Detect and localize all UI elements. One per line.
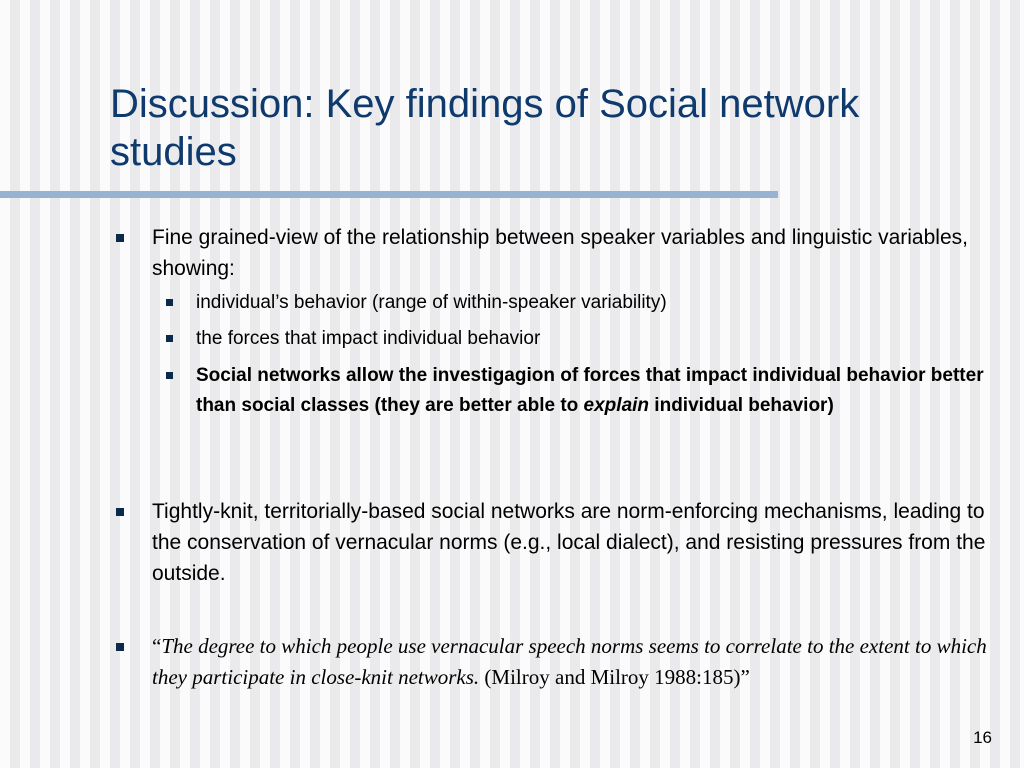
- square-bullet-icon: [116, 508, 124, 516]
- square-bullet-icon: [166, 299, 173, 306]
- bullet-item: [152, 631, 992, 693]
- emphasis-text: explain: [583, 395, 650, 416]
- square-bullet-icon: [166, 372, 173, 379]
- sub-bullet-text: individual’s behavior (range of within-speaker variability): [196, 292, 667, 313]
- sub-bullet-item: [196, 361, 1006, 421]
- bullet-item: [152, 222, 992, 284]
- quote-text: The degree to which people use vernacular speech norms seems to correlate to the extent to which they participate in close-knit networks.: [152, 634, 987, 689]
- page-number: 16: [973, 728, 992, 747]
- square-bullet-icon: [116, 643, 124, 651]
- bullet-text: Fine grained-view of the relationship between speaker variables and linguistic variables, showing:: [152, 226, 968, 280]
- bullet-text: Tightly-knit, territorially-based social networks are norm-enforcing mechanisms, leading to the conservation of vernacular norms (e.g., local dialect), and resisting pressures from the outside.: [152, 500, 986, 585]
- citation-text: (Milroy and Milroy 1988:185)”: [479, 665, 750, 689]
- slide-title: Discussion: Key findings of Social network studies: [110, 82, 860, 174]
- square-bullet-icon: [116, 234, 124, 242]
- sub-bullet-item: [196, 324, 1006, 354]
- bullet-item: [152, 496, 992, 589]
- open-quote: “: [152, 634, 162, 658]
- sub-bullet-item: [196, 288, 1006, 318]
- square-bullet-icon: [166, 335, 173, 342]
- sub-bullet-text-lead: Social networks allow the investigagion of forces that impact individual behavior better than social classes (they are better able to: [196, 365, 984, 416]
- sub-bullet-text-tail: individual behavior): [649, 395, 834, 416]
- sub-bullet-text: the forces that impact individual behavior: [196, 328, 541, 349]
